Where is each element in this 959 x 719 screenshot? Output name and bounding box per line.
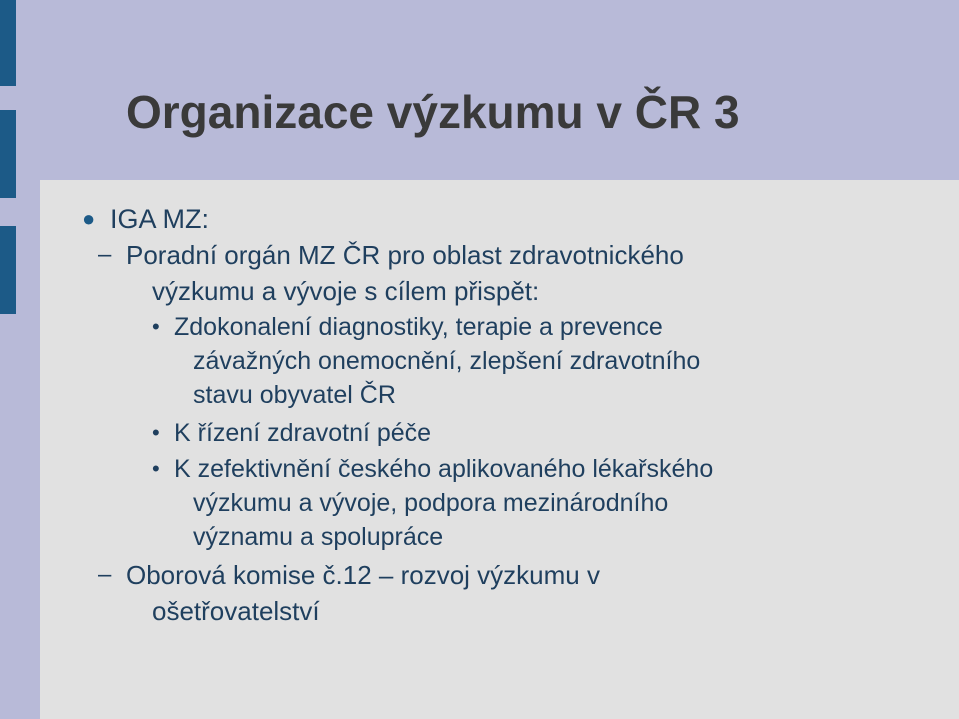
level3-item-3-line-2: výzkumu a vývoje, podpora mezinárodního [193, 489, 669, 517]
sub-item-2-line-1: Oborová komise č.12 – rozvoj výzkumu v [126, 560, 600, 590]
bullet-dot-icon: • [152, 456, 160, 481]
sub-item-line-1: Poradní orgán MZ ČR pro oblast zdravotnického [126, 240, 684, 270]
sub-item-2-line-2: ošetřovatelství [152, 596, 320, 626]
level3-item-1-line-3: stavu obyvatel ČR [193, 381, 396, 409]
level3-item-3-line-1: K zefektivnění českého aplikovaného lékařského [174, 455, 714, 483]
bullet-dot-icon: ● [82, 206, 96, 231]
dash-icon: – [98, 241, 112, 268]
bullet-iga-mz: IGA MZ: [110, 204, 210, 234]
level3-item-1-line-2: závažných onemocnění, zlepšení zdravotního [193, 347, 701, 375]
sub-item-line-2: výzkumu a vývoje s cílem přispět: [152, 276, 540, 306]
slide-title: Organizace výzkumu v ČR 3 [126, 86, 740, 138]
level3-item-2-line-1: K řízení zdravotní péče [174, 419, 432, 447]
dash-icon: – [98, 561, 112, 588]
bullet-dot-icon: • [152, 314, 160, 339]
level3-item-3-line-3: významu a spolupráce [193, 523, 444, 551]
level3-item-1-line-1: Zdokonalení diagnostiky, terapie a prevence [174, 313, 663, 341]
bullet-dot-icon: • [152, 420, 160, 445]
